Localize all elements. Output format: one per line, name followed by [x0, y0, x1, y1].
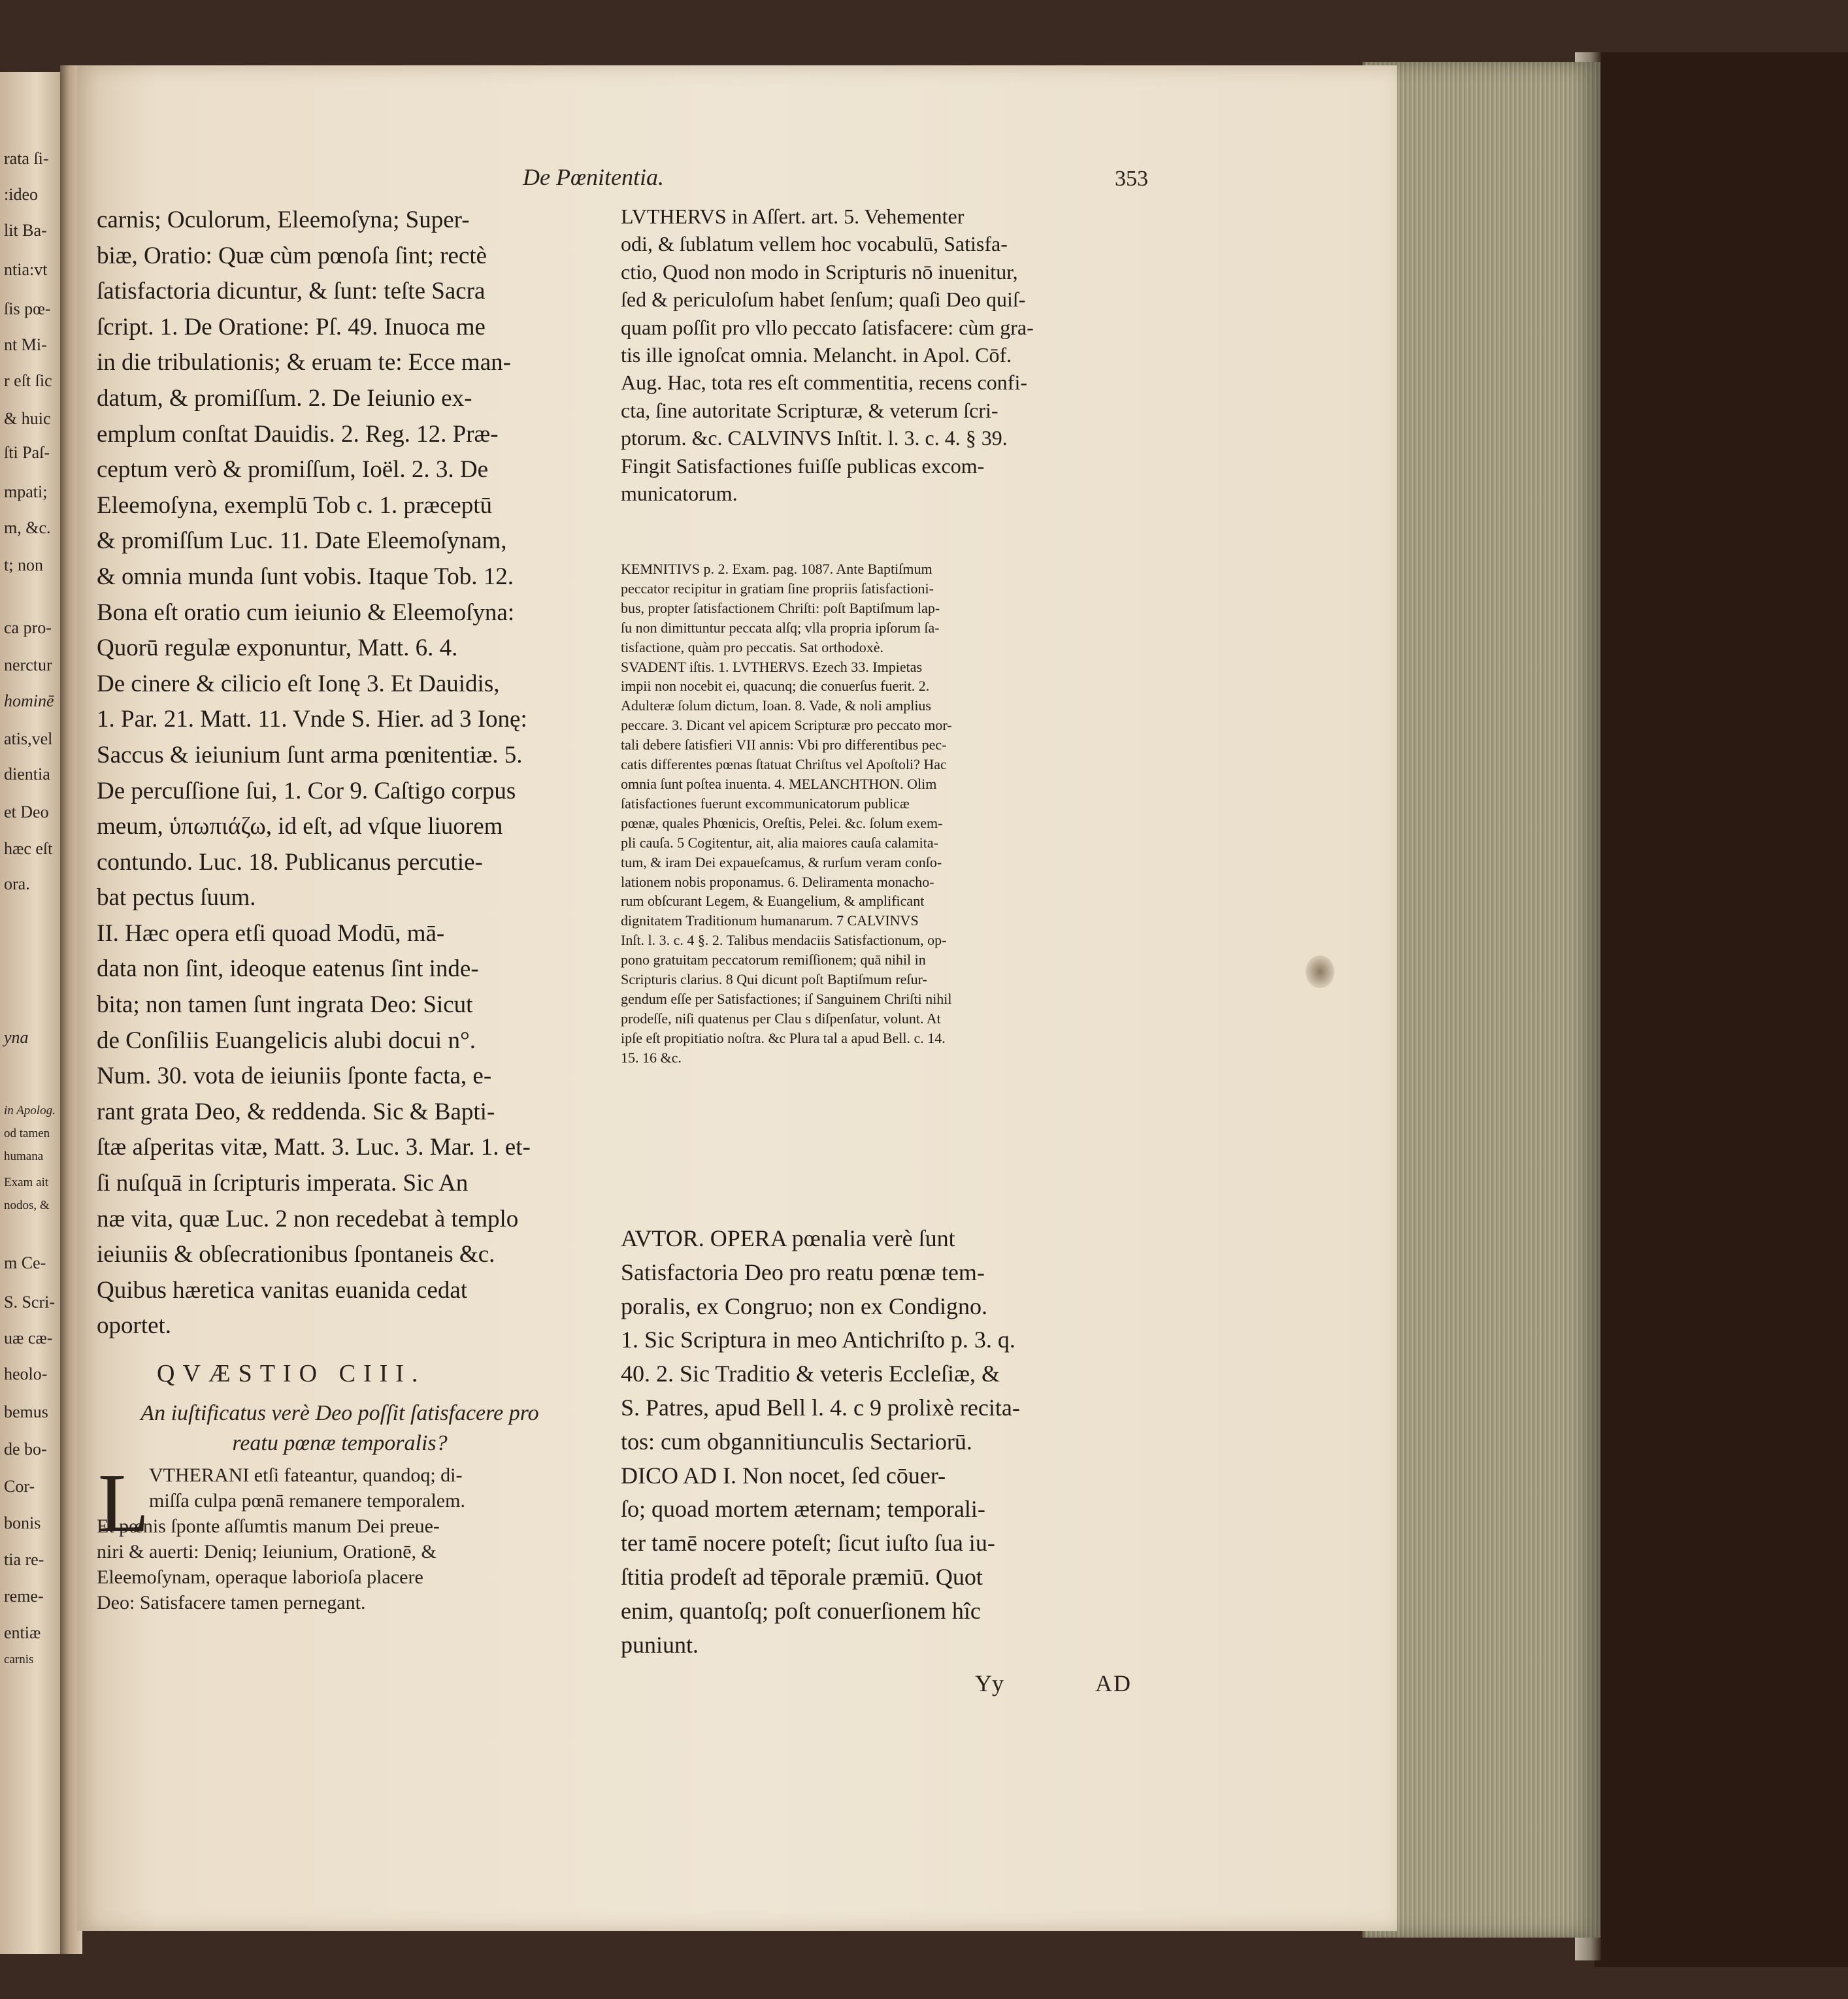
note-line: pono gratuitam peccatorum remiſſionem; quā nihil in [621, 951, 926, 968]
text-line: & promiſſum Luc. 11. Date Eleemoſynam, [97, 527, 507, 555]
left-page-fragment: reme- [4, 1587, 44, 1606]
note-line: dignitatem Traditionum humanarum. 7 CALVINVS [621, 912, 919, 929]
right-column-text [621, 203, 1160, 507]
left-page-fragment: ſis pœ- [4, 299, 51, 318]
left-page-fragment: :ideo [4, 185, 38, 204]
note-line: peccator recipitur in gratiam ſine propriis ſatisfactioni- [621, 580, 934, 597]
text-line: & omnia munda ſunt vobis. Itaque Tob. 12. [97, 563, 514, 590]
question-body-line: Eleemoſynam, operaque laborioſa placere [97, 1566, 423, 1588]
note-line: Inſt. l. 3. c. 4 §. 2. Talibus mendaciis Satisfactionum, op- [621, 932, 947, 949]
page-number: 353 [1115, 167, 1148, 191]
text-line: ieiuniis & obſecrationibus ſpontaneis &c. [97, 1241, 495, 1268]
drop-capital: L [98, 1457, 150, 1549]
question-title [98, 1398, 582, 1459]
text-line: Num. 30. vota de ieiuniis ſponte facta, e- [97, 1063, 492, 1090]
note-line: SVADENT iſtis. 1. LVTHERVS. Ezech 33. Impietas [621, 658, 923, 675]
text-line: meum, ὑπωπιάζω, id eſt, ad vſque liuorem [97, 813, 503, 840]
right-column-notes [621, 559, 1147, 1068]
text-line: ctio, Quod non modo in Scripturis nō inuenitur, [621, 259, 1018, 284]
question-body-line: VTHERANI etſi fateantur, quandoq; di- [149, 1464, 463, 1486]
left-page-fragment: Exam ait [4, 1176, 49, 1189]
left-page-fragment: carnis [4, 1653, 34, 1666]
text-line: ſcript. 1. De Oratione: Pſ. 49. Inuoca me [97, 313, 486, 340]
text-line: ſtæ aſperitas vitæ, Matt. 3. Luc. 3. Mar. 1. et- [97, 1134, 531, 1161]
left-page-fragment: et Deo [4, 802, 49, 821]
left-page-fragment: mpati; [4, 482, 48, 501]
left-page-fragment: lit Ba- [4, 221, 47, 240]
text-line: Saccus & ieiunium ſunt arma pœnitentiæ. 5. [97, 741, 523, 768]
left-page-fragment: heolo- [4, 1364, 48, 1383]
note-line: bus, propter ſatisfactionem Chriſti: poſt Baptiſmum lap- [621, 599, 940, 616]
left-page-fragment: ora. [4, 874, 30, 893]
text-line: cta, ſine autoritate Scripturæ, & veterum ſcri- [621, 398, 998, 422]
question-body-line: Et pœnis ſponte aſſumtis manum Dei preue- [97, 1515, 440, 1537]
note-line: peccare. 3. Dicant vel apicem Scripturæ pro peccato mor- [621, 717, 952, 734]
text-line: II. Hæc opera etſi quoad Modū, mā- [97, 919, 445, 947]
question-body-line: niri & auerti: Deniq; Ieiunium, Orationē, & [97, 1541, 437, 1562]
text-line: 1. Par. 21. Matt. 11. Vnde S. Hier. ad 3 Ionę: [97, 706, 527, 733]
left-page-fragment: nerctur [4, 655, 52, 674]
left-page-fragment: bemus [4, 1402, 48, 1421]
text-line: Quorū regulæ exponuntur, Matt. 6. 4. [97, 635, 458, 662]
text-line: ſi nuſquā in ſcripturis imperata. Sic An [97, 1170, 469, 1197]
left-page-fragment: uæ cæ- [4, 1329, 53, 1347]
note-line: Scripturis clarius. 8 Qui dicunt poſt Baptiſmum reſur- [621, 971, 927, 988]
left-page-fragment: de bo- [4, 1440, 47, 1459]
left-page-fragment: m Ce- [4, 1253, 46, 1272]
catchword: AD [1095, 1670, 1132, 1696]
left-page-fragment: tia re- [4, 1550, 44, 1569]
text-line: ſatisfactoria dicuntur, & ſunt: teſte Sacra [97, 278, 486, 305]
note-line: prodeſſe, niſi quatenus per Clau s diſpenſatur, volunt. At [621, 1010, 941, 1027]
text-line: AVTOR. OPERA pœnalia verè ſunt [621, 1225, 955, 1251]
left-page-fragment: ſti Paſ- [4, 443, 50, 462]
text-line: poralis, ex Congruo; non ex Condigno. [621, 1293, 987, 1319]
text-line: datum, & promiſſum. 2. De Ieiunio ex- [97, 384, 472, 412]
page-edges [1362, 62, 1600, 1938]
text-line: de Conſiliis Euangelicis alubi docui n°. [97, 1027, 476, 1054]
note-line: ſu non dimittuntur peccata alſq; vlla propria ipſorum ſa- [621, 619, 940, 636]
text-line: tis ille ignoſcat omnia. Melancht. in Apol. Cōf. [621, 343, 1012, 367]
text-line: Quibus hæretica vanitas euanida cedat [97, 1276, 468, 1304]
text-line: ptorum. &c. CALVINVS Inſtit. l. 3. c. 4. § 39. [621, 426, 1008, 450]
signature-mark: Yy [975, 1670, 1004, 1696]
left-page-fragment: in Apolog. [4, 1104, 56, 1117]
note-line: catis differentes pœnas ſtatuat Chriſtus vel Apoſtoli? Hac [621, 756, 947, 773]
note-line: Adulteræ ſolum dictum, Ioan. 8. Vade, & noli amplius [621, 697, 931, 714]
left-page-edge [0, 72, 67, 1954]
text-line: rant grata Deo, & reddenda. Sic & Bapti- [97, 1098, 495, 1125]
left-page-fragment: t; non [4, 555, 43, 574]
paper-stain [1306, 955, 1334, 988]
text-line: in die tribulationis; & eruam te: Ecce man- [97, 349, 511, 376]
text-line: puniunt. [621, 1631, 699, 1658]
right-column-answer [621, 1222, 1160, 1662]
note-line: tisfactione, quàm pro peccatis. Sat orthodoxè. [621, 638, 883, 655]
left-page-fragment: ntia:vt [4, 260, 48, 279]
text-line: Eleemoſyna, exemplū Tob c. 1. præceptū [97, 491, 493, 519]
text-line: oportet. [97, 1312, 172, 1340]
left-column-text [97, 203, 587, 1344]
question-body-line: Deo: Satisfacere tamen pernegant. [97, 1592, 366, 1613]
text-line: S. Patres, apud Bell l. 4. c 9 prolixè recita- [621, 1394, 1020, 1421]
left-page-fragment: entiæ [4, 1623, 41, 1642]
note-line: tali debere ſatisfieri VII annis: Vbi pro differentibus pec- [621, 736, 947, 753]
text-line: emplum conſtat Dauidis. 2. Reg. 12. Præ- [97, 420, 499, 448]
text-line: ſtitia prodeſt ad tēporale præmiū. Quot [621, 1563, 983, 1590]
text-line: ter tamē nocere poteſt; ſicut iuſto ſua iu- [621, 1530, 995, 1557]
text-line: data non ſint, ideoque eatenus ſint inde- [97, 955, 479, 983]
text-line: DICO AD I. Non nocet, ſed cōuer- [621, 1462, 946, 1489]
left-page-fragment: m, &c. [4, 518, 51, 537]
note-line: pœnæ, quales Phœnicis, Oreſtis, Pelei. &c. ſolum exem- [621, 814, 943, 831]
text-line: næ vita, quæ Luc. 2 non recedebat à templo [97, 1205, 519, 1232]
note-line: ſatisfactiones fuerunt excommunicatorum publicæ [621, 795, 910, 812]
text-line: Bona eſt oratio cum ieiunio & Eleemoſyna: [97, 599, 515, 626]
left-page-fragment: humana [4, 1149, 44, 1163]
note-line: tum, & iram Dei expaueſcamus, & rurſum veram conſo- [621, 853, 942, 870]
text-line: LVTHERVS in Aſſert. art. 5. Vehementer [621, 205, 965, 228]
text-line: quam poſſit pro vllo peccato ſatisfacere: cùm gra- [621, 315, 1034, 339]
text-line: De cinere & cilicio eſt Ionę 3. Et Dauidis, [97, 670, 500, 697]
book-cover [1594, 52, 1848, 1967]
note-line: impii non nocebit ei, quacunq; die conuerſus fuerit. 2. [621, 678, 930, 695]
note-line: rum obſcurant Legem, & Euangelium, & amplificant [621, 893, 925, 910]
text-line: tos: cum obgannitiunculis Sectariorū. [621, 1428, 972, 1455]
text-line: bita; non tamen ſunt ingrata Deo: Sicut [97, 991, 473, 1019]
text-line: municatorum. [621, 482, 738, 506]
left-page-fragment: dientia [4, 765, 50, 784]
left-page-fragment: nodos, & [4, 1198, 50, 1212]
note-line: 15. 16 &c. [621, 1049, 682, 1066]
note-line: KEMNITIVS p. 2. Exam. pag. 1087. Ante Baptiſmum [621, 561, 932, 577]
text-line: contundo. Luc. 18. Publicanus percutie- [97, 848, 483, 876]
question-body [97, 1462, 587, 1615]
text-line: Aug. Hac, tota res eſt commentitia, recens confi- [621, 371, 1027, 395]
note-line: omnia ſunt poſtea inuenta. 4. MELANCHTHON. Olim [621, 775, 937, 792]
left-page-fragment: Cor- [4, 1477, 35, 1496]
left-page-fragment: hæc eſt [4, 839, 53, 858]
left-page-fragment: yna [4, 1028, 29, 1047]
left-page-fragment: hominē [4, 691, 54, 710]
text-line: ſed & periculoſum habet ſenſum; quaſi Deo quiſ- [621, 288, 1026, 312]
note-line: pli cauſa. 5 Cogitentur, ait, alia maiores cauſa calamita- [621, 834, 938, 851]
left-page-fragment: ca pro- [4, 618, 52, 637]
left-page-fragment: rata ſi- [4, 149, 49, 168]
text-line: Satisfactoria Deo pro reatu pœnæ tem- [621, 1259, 985, 1285]
question-body-line: miſſa culpa pœnā remanere temporalem. [149, 1490, 465, 1512]
text-line: biæ, Oratio: Quæ cùm pœnoſa ſint; rectè [97, 242, 487, 269]
text-line: ſo; quoad mortem æternam; temporali- [621, 1496, 985, 1523]
note-line: lationem nobis proponamus. 6. Deliramenta monacho- [621, 873, 934, 890]
text-line: De percuſſione ſui, 1. Cor 9. Caſtigo corpus [97, 777, 516, 804]
left-page-fragment: r eſt ſic [4, 371, 52, 390]
note-line: ipſe eſt propitiatio noſtra. &c Plura tal a apud Bell. c. 14. [621, 1029, 946, 1046]
left-page-fragment: bonis [4, 1513, 41, 1532]
text-line: ceptum verò & promiſſum, Ioël. 2. 3. De [97, 456, 489, 484]
left-page-fragment: nt Mi- [4, 335, 47, 354]
left-page-fragment: S. Scri- [4, 1293, 55, 1312]
running-header: De Pœnitentia. [523, 164, 664, 190]
text-line: bat pectus ſuum. [97, 884, 256, 912]
text-line: enim, quantoſq; poſt conuerſionem hîc [621, 1597, 981, 1624]
text-line: Fingit Satisfactiones fuiſſe publicas excom- [621, 454, 985, 478]
left-page-fragment: atis,vel [4, 729, 53, 748]
text-line: carnis; Oculorum, Eleemoſyna; Super- [97, 207, 470, 233]
question-title-line: reatu pœnæ temporalis? [232, 1431, 448, 1455]
question-title-line: An iuſtificatus verè Deo poſſit ſatisfacere pro [140, 1401, 539, 1425]
note-line: gendum eſſe per Satisfactiones; iſ Sanguinem Chriſti nihil [621, 990, 952, 1007]
left-page-fragment: & huic [4, 409, 51, 428]
text-line: 40. 2. Sic Traditio & veteris Eccleſiæ, & [621, 1361, 1000, 1387]
text-line: 1. Sic Scriptura in meo Antichriſto p. 3. q. [621, 1327, 1015, 1353]
left-page-fragment: od tamen [4, 1127, 50, 1140]
text-line: odi, & ſublatum vellem hoc vocabulū, Satisfa- [621, 232, 1008, 256]
question-heading: QVÆSTIO CIII. [157, 1360, 426, 1387]
